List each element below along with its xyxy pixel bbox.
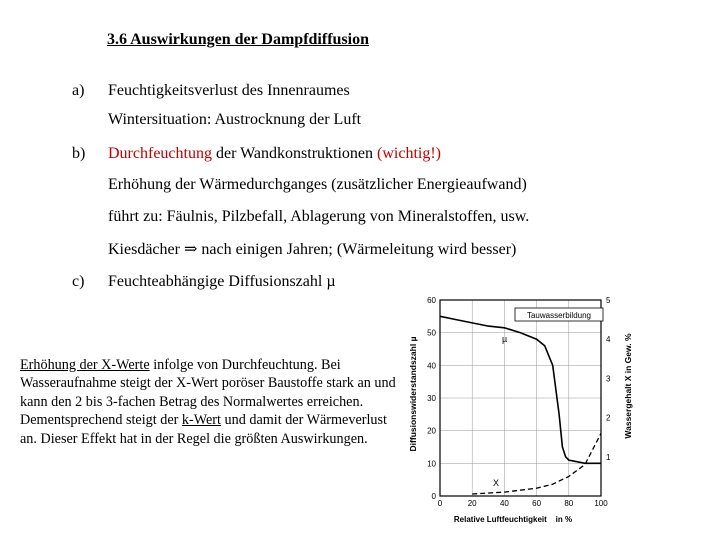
- paragraph-text-1: infolge von Durchfeuchtung. Bei Wasseraufnahme steigt der X-Wert poröser Baustoffe stark an und kann den 2 bis 3-fachen Betrag des Normalwertes erreichen. Dementsprechend steigt der: [20, 357, 396, 429]
- y-tick-label: 60: [427, 296, 436, 305]
- diffusion-chart: [403, 286, 643, 532]
- y-tick-label: 50: [427, 328, 436, 338]
- page-title: 3.6 Auswirkungen der Dampfdiffusion: [107, 31, 369, 48]
- marker-b: b): [72, 145, 86, 162]
- y-tick-label: 0: [431, 492, 436, 501]
- section-b-line4: Kiesdächer ⇒ nach einigen Jahren; (Wärmeleitung wird besser): [108, 241, 517, 258]
- section-b-title-mid: der Wandkonstruktionen: [211, 145, 378, 162]
- section-c-title: Feuchteabhängige Diffusionszahl µ: [108, 273, 336, 290]
- y-axis-label: Diffusionswiderstandszahl µ: [408, 336, 418, 452]
- x-axis-label: Relative Luftfeuchtigkeit in %: [453, 515, 573, 524]
- x-tick-label: 80: [564, 499, 574, 508]
- section-b-line3: führt zu: Fäulnis, Pilzbefall, Ablagerung von Mineralstoffen, usw.: [108, 208, 530, 225]
- right-tick-label: 2: [606, 413, 611, 423]
- right-tick-labels: [606, 296, 611, 462]
- x-tick-label: 40: [499, 499, 509, 508]
- y-tick-label: 20: [427, 426, 436, 436]
- paragraph-underline-1: Erhöhung der X-Werte: [20, 357, 150, 373]
- x-tick-label: 20: [467, 499, 477, 508]
- marker-c: c): [72, 273, 85, 290]
- right-tick-label: 1: [606, 452, 611, 462]
- section-a-line2: Wintersituation: Austrocknung der Luft: [108, 111, 362, 128]
- x-tick-label: 100: [594, 499, 608, 508]
- section-b-title-red: Durchfeuchtung: [108, 145, 212, 162]
- y-tick-labels: [427, 296, 436, 501]
- right-axis-label: Wassergehalt X in Gew. %: [623, 333, 633, 439]
- y-tick-label: 30: [427, 394, 436, 403]
- x-tick-label: 60: [532, 499, 542, 508]
- x-tick-labels: [438, 499, 608, 508]
- series-label-mu: µ: [502, 334, 508, 344]
- series-label-x: X: [493, 478, 500, 488]
- right-tick-label: 5: [606, 296, 611, 305]
- marker-a: a): [72, 82, 85, 99]
- chart-grid: [440, 300, 601, 496]
- section-a-title: Feuchtigkeitsverlust des Innenraumes: [108, 82, 350, 99]
- chart-series: [440, 316, 601, 494]
- explanation-paragraph: [20, 356, 400, 448]
- right-tick-label: 3: [606, 374, 611, 384]
- y-tick-label: 40: [427, 361, 436, 371]
- section-b-title-red2: (wichtig!): [377, 145, 442, 162]
- y-tick-label: 10: [427, 459, 436, 469]
- paragraph-text-2: und damit der Wärmeverlust an. Dieser Effekt hat in der Regel die größten Auswirkungen.: [20, 412, 387, 447]
- right-tick-label: 4: [606, 335, 611, 345]
- paragraph-underline-2: k-Wert: [181, 412, 221, 429]
- series-line-mu: [440, 316, 601, 463]
- section-b-title: [108, 145, 441, 163]
- section-b-line2: Erhöhung der Wärmedurchganges (zusätzlicher Energieaufwand): [108, 176, 527, 193]
- x-tick-label: 0: [437, 499, 443, 508]
- annotation-label: Tauwasserbildung: [526, 311, 592, 320]
